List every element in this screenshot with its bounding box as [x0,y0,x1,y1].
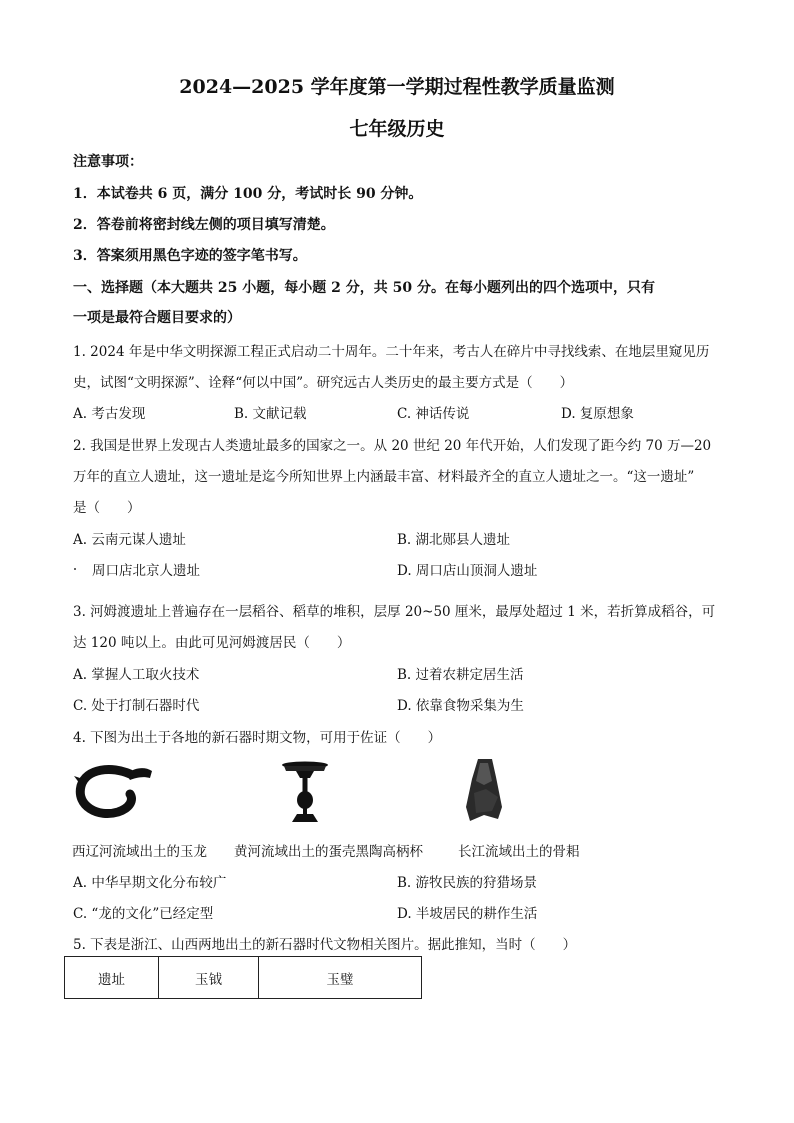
table-header-jade-bi: 玉璧 [259,957,422,999]
black-pottery-cup-image [280,760,330,824]
q1-stem-line2: 史，试图“文明探源”、诠释“何以中国”。研究远古人类历史的最主要方式是（ ） [73,375,574,391]
table-header-site: 遗址 [65,957,159,999]
q2-option-a: A. 云南元谋人遗址 [73,532,186,548]
q1-option-a: A. 考古发现 [73,406,146,422]
q4-option-c: C. “龙的文化”已经定型 [73,906,214,922]
q3-option-d: D. 依靠食物采集为生 [397,698,524,714]
q5-stem: 5. 下表是浙江、山西两地出土的新石器时代文物相关图片。据此推知，当时（ ） [73,937,577,953]
jade-dragon-image [72,762,162,824]
q3-option-a: A. 掌握人工取火技术 [73,667,200,683]
q2-stem-line2: 万年的直立人遗址，这一遗址是迄今所知世界上内涵最丰富、材料最齐全的直立人遗址之一。“这一遗址” [73,469,695,485]
section-heading-line2: 一项是最符合题目要求的） [73,310,241,326]
section-heading-line1: 一、选择题（本大题共 25 小题，每小题 2 分，共 50 分。在每小题列出的四个选项中，只有 [73,280,655,296]
q4-stem: 4. 下图为出土于各地的新石器时期文物，可用于佐证（ ） [73,730,442,746]
scan-speck [74,568,76,570]
notice-heading: 注意事项： [73,154,143,170]
q2-stem-line1: 2. 我国是世界上发现古人类遗址最多的国家之一。从 20 世纪 20 年代开始，人们发现了距今约 70 万—20 [73,438,712,454]
q1-option-d: D. 复原想象 [561,406,634,422]
q2-option-d: D. 周口店山顶洞人遗址 [397,563,538,579]
q3-stem-line1: 3. 河姆渡遗址上普遍存在一层稻谷、稻草的堆积，层厚 20~50 厘米，最厚处超过 1 米，若折算成稻谷，可 [73,604,716,620]
notice-item: 3．答案须用黑色字迹的签字笔书写。 [73,248,307,264]
caption-pottery-cup: 黄河流域出土的蛋壳黑陶高柄杯 [234,844,423,860]
q1-option-b: B. 文献记载 [234,406,307,422]
q4-option-a: A. 中华早期文化分布较广 [73,875,227,891]
q4-option-d: D. 半坡居民的耕作生活 [397,906,538,922]
exam-subtitle: 七年级历史 [349,118,445,140]
table-row [65,957,422,999]
table-header-jade-axe: 玉钺 [159,957,259,999]
caption-jade-dragon: 西辽河流域出土的玉龙 [72,844,207,860]
q3-stem-line2: 达 120 吨以上。由此可见河姆渡居民（ ） [73,635,351,651]
q3-option-b: B. 过着农耕定居生活 [397,667,524,683]
exam-title: 2024—2025 学年度第一学期过程性教学质量监测 [179,76,615,98]
notice-item: 1．本试卷共 6 页，满分 100 分，考试时长 90 分钟。 [73,186,423,202]
q1-stem-line1: 1. 2024 年是中华文明探源工程正式启动二十周年。二十年来，考古人在碎片中寻找线索、在地层里窥见历 [73,344,710,360]
q2-option-b: B. 湖北郧县人遗址 [397,532,511,548]
notice-item: 2．答卷前将密封线左侧的项目填写清楚。 [73,217,335,233]
q5-table [64,956,422,999]
q3-option-c: C. 处于打制石器时代 [73,698,200,714]
q1-option-c: C. 神话传说 [397,406,470,422]
q2-option-c: 周口店北京人遗址 [92,563,200,579]
caption-bone-spade: 长江流域出土的骨耜 [458,844,580,860]
q4-option-b: B. 游牧民族的狩猎场景 [397,875,538,891]
q2-stem-line3: 是（ ） [73,500,141,516]
bone-spade-image [462,757,506,823]
